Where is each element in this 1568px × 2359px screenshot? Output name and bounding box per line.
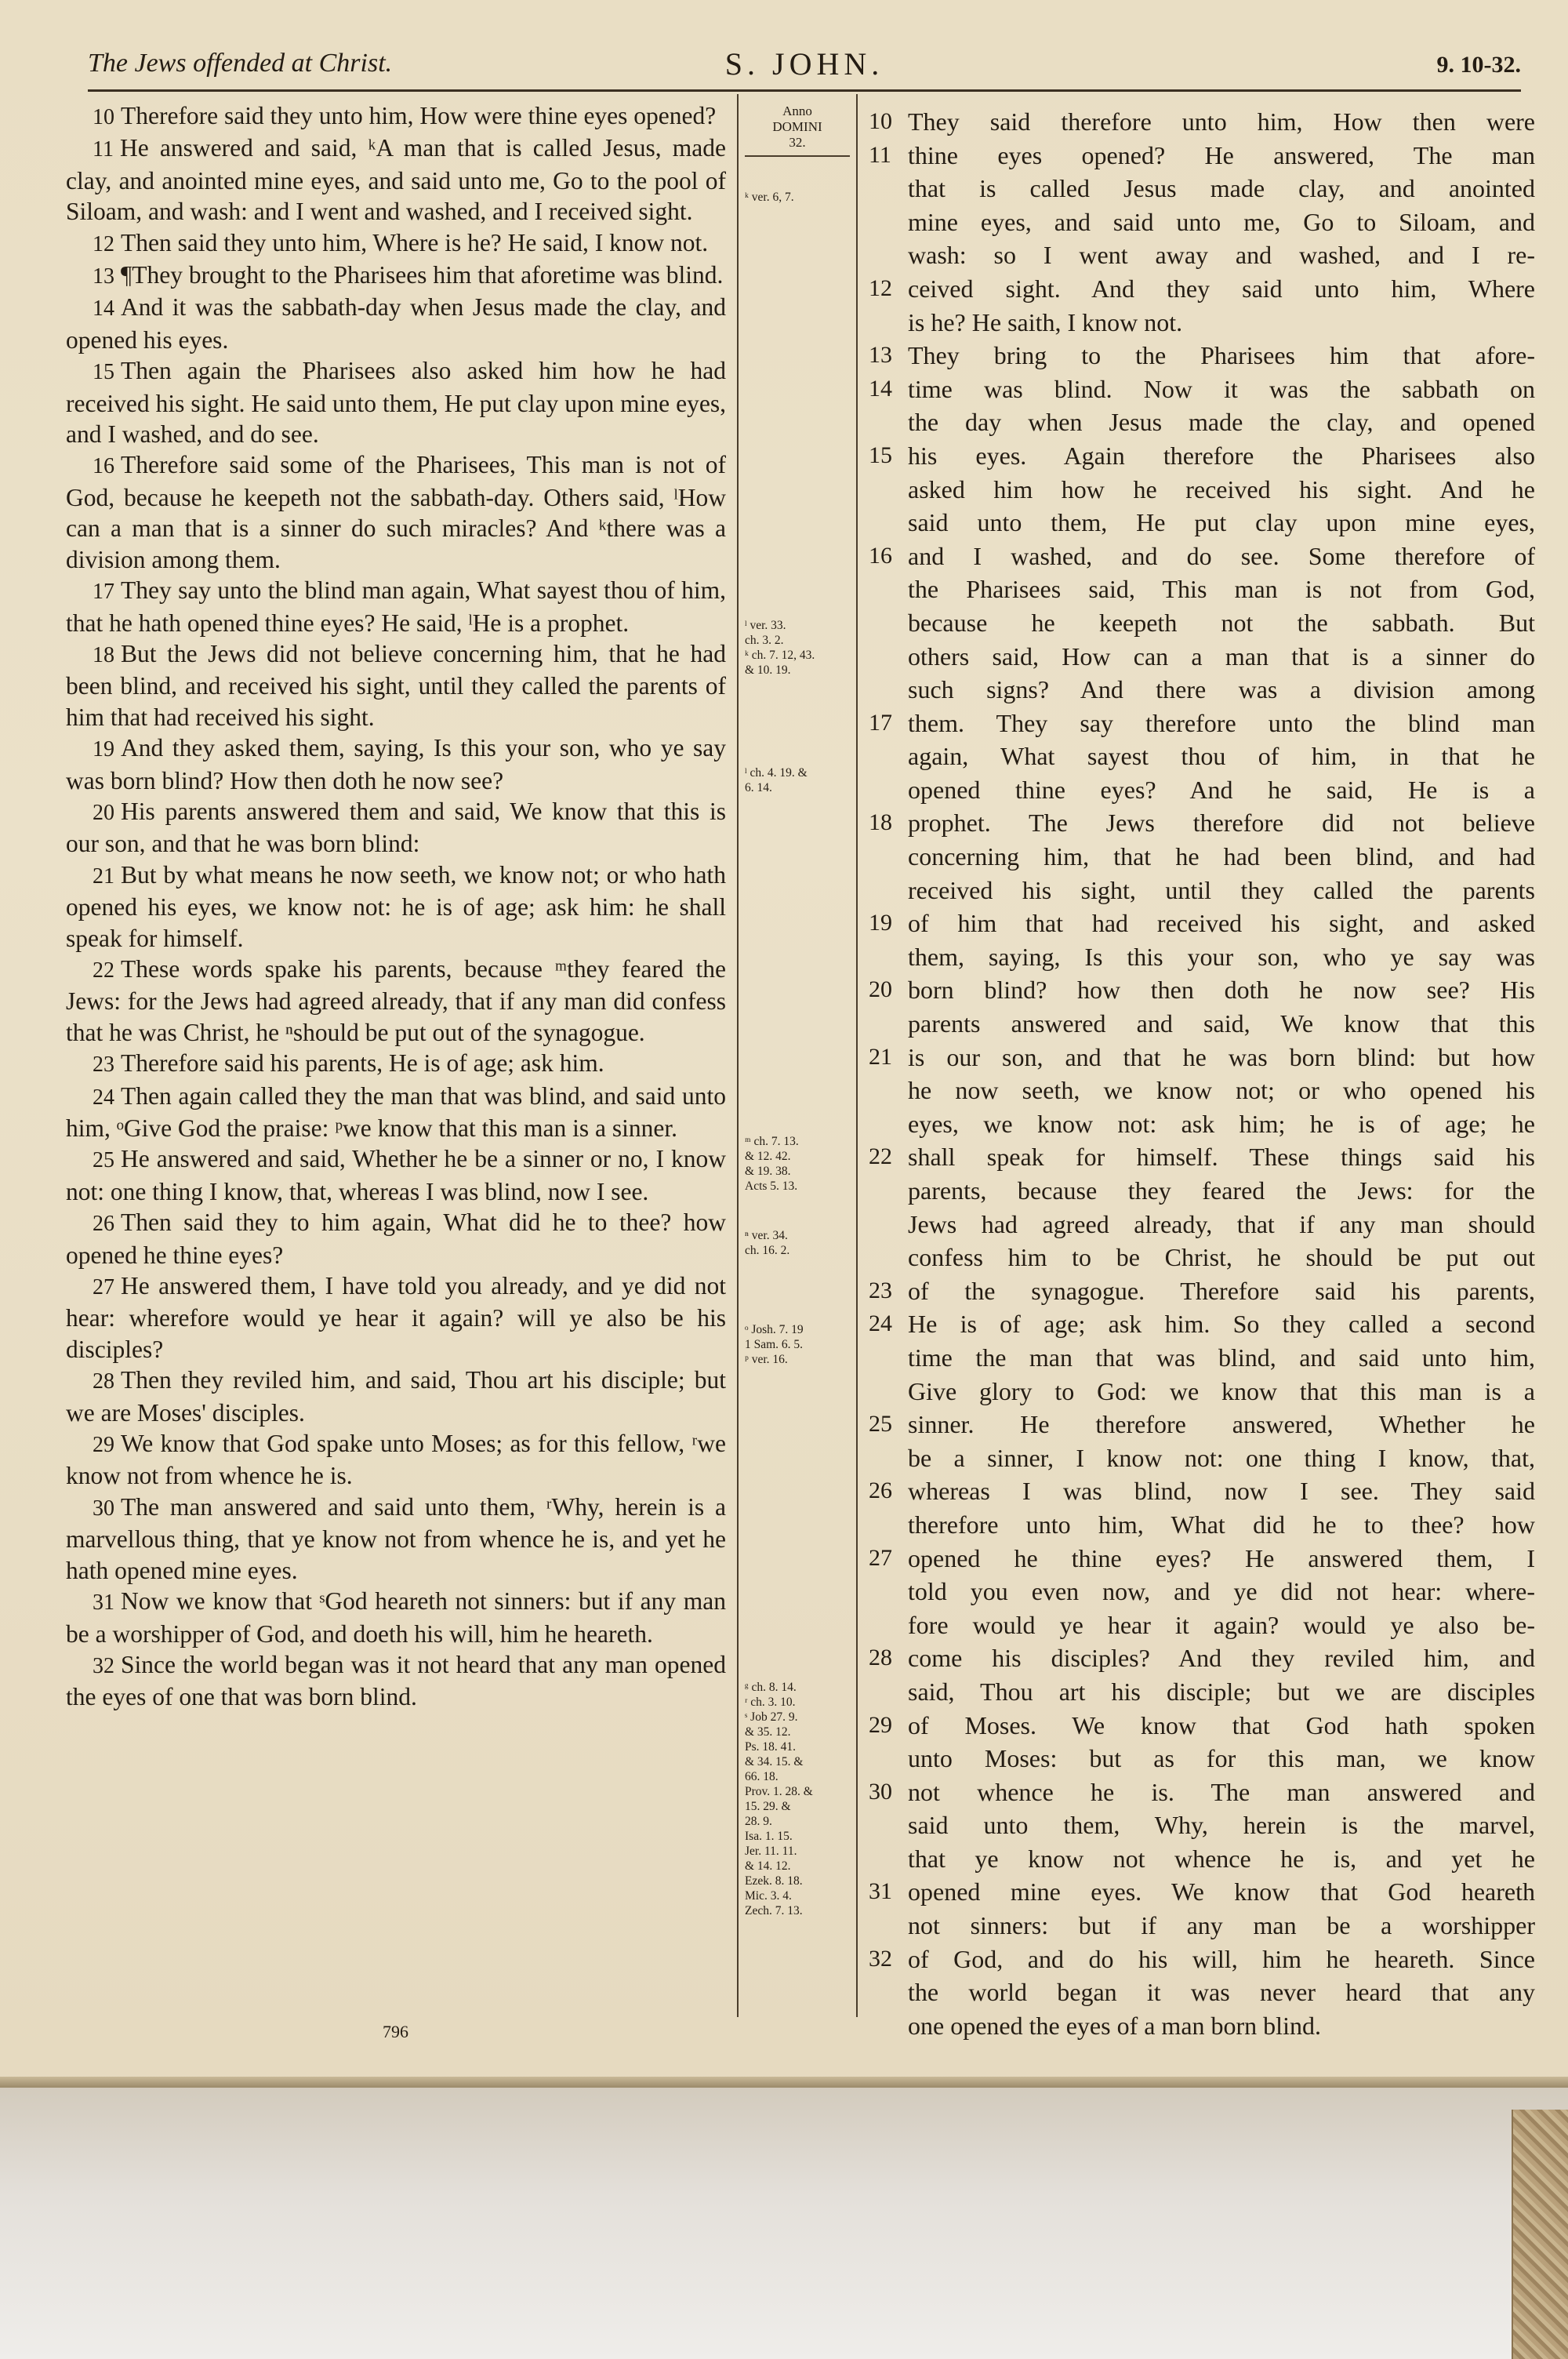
margin-line: Mic. 3. 4. — [745, 1889, 792, 1903]
page-number: 796 — [383, 2022, 408, 2041]
margin-line: & 34. 15. & — [745, 1755, 804, 1768]
verse-number: 19 — [93, 737, 114, 762]
line-text: confess him to be Christ, he should be put out — [908, 1243, 1535, 1272]
right-line — [869, 1909, 1535, 1943]
right-line — [869, 840, 1535, 874]
line-text: They bring to the Pharisees him that afore- — [908, 341, 1535, 370]
line-text: is he? He saith, I know not. — [908, 307, 1183, 336]
right-line — [869, 1474, 1535, 1508]
margin-line: 28. 9. — [745, 1815, 772, 1828]
verse-number: 28 — [869, 1645, 892, 1671]
verse-number: 20 — [93, 800, 114, 825]
line-text: ceived sight. And they said unto him, Where — [908, 274, 1535, 303]
left-verse — [66, 796, 726, 860]
verse-number: 31 — [93, 1590, 114, 1616]
right-line — [869, 1041, 1535, 1074]
line-text: said unto them, Why, herein is the marvel, — [908, 1811, 1535, 1840]
margin-line: ᵐ ch. 7. 13. — [745, 1135, 799, 1148]
line-text: time was blind. Now it was the sabbath on — [908, 374, 1535, 403]
right-line — [869, 773, 1535, 807]
line-text: be a sinner, I know not: one thing I know, that, — [908, 1443, 1535, 1472]
line-text: told you even now, and ye did not hear: where- — [908, 1577, 1535, 1606]
cross-ref-n — [745, 1134, 850, 1194]
right-line — [869, 940, 1535, 974]
verse-number: 12 — [869, 274, 892, 301]
line-text: thine eyes opened? He answered, The man — [908, 140, 1535, 169]
line-text: again, What sayest thou of him, in that he — [908, 742, 1535, 771]
line-text: not sinners: but if any man be a worshipper — [908, 1911, 1535, 1940]
margin-line: 15. 29. & — [745, 1800, 791, 1813]
verse-number: 21 — [869, 1043, 892, 1070]
verse-number: 17 — [869, 709, 892, 736]
right-line — [869, 740, 1535, 773]
margin-line: ᵏ ver. 6, 7. — [745, 191, 794, 204]
verse-text: But the Jews did not believe concerning him, that he had been blind, and received his sight, until they called the parents of him that had received his sight. — [66, 639, 726, 731]
verse-number: 30 — [869, 1778, 892, 1805]
left-verse — [66, 1081, 726, 1144]
left-verse — [66, 1365, 726, 1428]
right-line — [869, 640, 1535, 674]
cross-ref-p — [745, 1322, 850, 1367]
line-text: the Pharisees said, This man is not from God, — [908, 575, 1535, 604]
right-line — [869, 1441, 1535, 1475]
margin-line: & 35. 12. — [745, 1725, 791, 1739]
margin-line: ˡ ver. 33. — [745, 619, 786, 632]
right-line — [869, 1608, 1535, 1642]
verse-number: 17 — [93, 580, 114, 605]
right-line — [869, 1375, 1535, 1408]
line-text: come his disciples? And they reviled him, and — [908, 1644, 1535, 1673]
line-text: and I washed, and do see. Some therefore of — [908, 541, 1535, 570]
line-text: the world began it was never heard that any — [908, 1978, 1535, 2007]
verse-number: 13 — [93, 264, 114, 289]
verse-number: 14 — [93, 296, 114, 322]
verse-text: Then said they to him again, What did he to thee? how opened he thine eyes? — [66, 1209, 726, 1269]
margin-line: ˢ Job 27. 9. — [745, 1710, 798, 1724]
line-text: therefore unto him, What did he to thee? how — [908, 1510, 1535, 1539]
verse-number: 21 — [93, 863, 114, 889]
running-header — [88, 44, 1521, 91]
right-line — [869, 1542, 1535, 1576]
left-verse — [66, 100, 726, 133]
margin-line: ᵍ ch. 8. 14. — [745, 1681, 797, 1694]
margin-line: ˡ ch. 4. 19. & — [745, 766, 808, 780]
verse-number: 20 — [869, 976, 892, 1003]
verse-number: 22 — [93, 958, 114, 983]
line-text: that is called Jesus made clay, and anointed — [908, 174, 1535, 203]
line-text: of the synagogue. Therefore said his parents, — [908, 1276, 1535, 1305]
verse-number: 10 — [93, 105, 114, 129]
line-text: of Moses. We know that God hath spoken — [908, 1710, 1535, 1739]
right-line — [869, 105, 1535, 139]
verse-text: But by what means he now seeth, we know not; or who hath opened his eyes, we know not: he is of age; ask him: he shall speak for himself. — [66, 860, 726, 952]
line-text: not whence he is. The man answered and — [908, 1777, 1535, 1806]
left-verse — [66, 732, 726, 796]
margin-line: ch. 3. 2. — [745, 634, 784, 647]
left-verse — [66, 133, 726, 227]
margin-line: 32. — [789, 135, 806, 150]
verse-number: 15 — [93, 360, 114, 385]
cross-ref-q — [745, 1680, 850, 1918]
line-text: one opened the eyes of a man born blind. — [908, 2011, 1321, 2040]
verse-text: Therefore said they unto him, How were thine eyes opened? — [121, 102, 717, 129]
right-line — [869, 339, 1535, 373]
line-text: them. They say therefore unto the blind man — [908, 708, 1535, 737]
cross-ref-m — [745, 765, 850, 795]
left-verse — [66, 1207, 726, 1270]
right-line — [869, 205, 1535, 239]
line-text: mine eyes, and said unto me, Go to Siloam, and — [908, 207, 1535, 236]
right-line — [869, 373, 1535, 406]
line-text: fore would ye hear it again? would ye also be- — [908, 1610, 1535, 1639]
margin-line: Prov. 1. 28. & — [745, 1785, 813, 1798]
right-line — [869, 439, 1535, 473]
authorized-version-column — [66, 100, 726, 1713]
right-line — [869, 1776, 1535, 1809]
left-verse — [66, 1428, 726, 1492]
right-line — [869, 1976, 1535, 2009]
line-text: prophet. The Jews therefore did not believe — [908, 809, 1535, 838]
right-line — [869, 272, 1535, 306]
verse-number: 19 — [869, 910, 892, 936]
margin-line: & 12. 42. — [745, 1150, 791, 1163]
line-text: concerning him, that he had been blind, and had — [908, 842, 1535, 871]
verse-text: Then again the Pharisees also asked him how he had received his sight. He said unto them, He put clay upon mine eyes, and I washed, and do see. — [66, 357, 726, 449]
right-line — [869, 1140, 1535, 1174]
header-left-title: The Jews offended at Christ. — [88, 49, 393, 78]
margin-line: & 10. 19. — [745, 663, 791, 677]
margin-line: Ps. 18. 41. — [745, 1740, 797, 1754]
line-text: of God, and do his will, him he heareth. Since — [908, 1944, 1535, 1973]
header-rule — [88, 89, 1521, 92]
right-line — [869, 1875, 1535, 1909]
right-line — [869, 1174, 1535, 1208]
right-line — [869, 973, 1535, 1007]
left-verse — [66, 575, 726, 638]
right-line — [869, 1408, 1535, 1441]
left-verse — [66, 292, 726, 355]
line-text: opened thine eyes? And he said, He is a — [908, 775, 1535, 804]
margin-line: ᵏ ch. 7. 12, 43. — [745, 649, 815, 662]
right-line — [869, 1709, 1535, 1743]
cross-ref-l — [745, 618, 850, 678]
left-verse — [66, 1492, 726, 1586]
right-line — [869, 1575, 1535, 1608]
right-line — [869, 1508, 1535, 1542]
right-line — [869, 806, 1535, 840]
verse-text: They say unto the blind man again, What sayest thou of him, that he hath opened thine eyes? He said, ˡHe is a prophet. — [66, 576, 726, 637]
left-verse — [66, 449, 726, 575]
left-verse — [66, 1143, 726, 1207]
verse-number: 23 — [93, 1052, 114, 1078]
margin-line: & 14. 12. — [745, 1859, 791, 1873]
header-chapter-range: 9. 10-32. — [1436, 52, 1521, 78]
verse-number: 27 — [93, 1275, 114, 1300]
left-verse — [66, 1048, 726, 1080]
right-line — [869, 506, 1535, 540]
verse-number: 29 — [869, 1711, 892, 1738]
line-text: shall speak for himself. These things said his — [908, 1143, 1535, 1172]
right-line — [869, 874, 1535, 907]
right-line — [869, 473, 1535, 507]
margin-line: 1 Sam. 6. 5. — [745, 1338, 804, 1351]
verse-number: 23 — [869, 1277, 892, 1303]
verse-text: Now we know that ˢGod heareth not sinners: but if any man be a worshipper of God, and doeth his will, him he heareth. — [66, 1587, 726, 1648]
right-line — [869, 907, 1535, 940]
line-text: his eyes. Again therefore the Pharisees also — [908, 441, 1535, 470]
verse-number: 24 — [869, 1310, 892, 1337]
line-text: said unto them, He put clay upon mine eyes, — [908, 508, 1535, 537]
verse-number: 25 — [93, 1148, 114, 1173]
revised-version-column — [869, 105, 1535, 2042]
line-text: He is of age; ask him. So they called a second — [908, 1310, 1535, 1339]
line-text: because he keepeth not the sabbath. But — [908, 608, 1535, 637]
right-line — [869, 1307, 1535, 1341]
verse-number: 29 — [93, 1433, 114, 1458]
right-line — [869, 1742, 1535, 1776]
margin-line: ᵖ ver. 16. — [745, 1353, 788, 1366]
line-text: them, saying, Is this your son, who ye say was — [908, 942, 1535, 971]
verse-number: 25 — [869, 1411, 892, 1438]
verse-text: The man answered and said unto them, ʳWhy, herein is a marvellous thing, that ye know not from whence he is, and yet he hath opened mine eyes. — [66, 1492, 726, 1584]
right-line — [869, 673, 1535, 707]
line-text: received his sight, until they called the parents — [908, 875, 1535, 904]
verse-number: 12 — [93, 231, 114, 256]
line-text: unto Moses: but as for this man, we know — [908, 1744, 1535, 1773]
verse-text: He answered and said, ᵏA man that is called Jesus, made clay, and anointed mine eyes, and said unto me, Go to the pool of Siloam, and wash: and I went and washed, and I received sight. — [66, 134, 726, 226]
verse-text: Then said they unto him, Where is he? He said, I know not. — [121, 228, 709, 256]
book-cloth-edge — [1512, 2110, 1568, 2359]
right-line — [869, 540, 1535, 573]
right-line — [869, 1808, 1535, 1842]
margin-line: 6. 14. — [745, 781, 772, 794]
margin-line: ⁿ ver. 34. — [745, 1229, 788, 1242]
margin-line: ch. 16. 2. — [745, 1244, 790, 1257]
verse-number: 16 — [93, 454, 114, 479]
line-text: of him that had received his sight, and asked — [908, 909, 1535, 938]
margin-line: Jer. 11. 11. — [745, 1845, 797, 1858]
left-verse — [66, 638, 726, 732]
right-line — [869, 1074, 1535, 1107]
right-line — [869, 1274, 1535, 1308]
right-line — [869, 1675, 1535, 1709]
verse-number: 18 — [93, 642, 114, 667]
verse-number: 32 — [93, 1653, 114, 1678]
verse-text: And they asked them, saying, Is this your son, who ye say was born blind? How then doth he now see? — [66, 734, 726, 794]
verse-text: Then they reviled him, and said, Thou art his disciple; but we are Moses' disciples. — [66, 1366, 726, 1427]
left-verse — [66, 1649, 726, 1713]
anno-domini-block — [745, 104, 850, 157]
verse-text: Therefore said some of the Pharisees, This man is not of God, because he keepeth not the sabbath-day. Others said, ˡHow can a man that is a sinner do such miracles? And ᵏthere was a division among them. — [66, 451, 726, 573]
right-line — [869, 1943, 1535, 1976]
verse-text: We know that God spake unto Moses; as for this fellow, ʳwe know not from whence he is. — [66, 1430, 726, 1490]
header-book-title: S. JOHN. — [724, 46, 884, 82]
line-text: wash: so I went away and washed, and I re- — [908, 241, 1535, 270]
verse-number: 15 — [869, 442, 892, 468]
cross-ref-o — [745, 1228, 850, 1258]
verse-number: 30 — [93, 1496, 114, 1521]
margin-line: Zech. 7. 13. — [745, 1904, 803, 1917]
left-verse — [66, 1586, 726, 1649]
verse-number: 27 — [869, 1544, 892, 1571]
right-line — [869, 172, 1535, 205]
verse-number: 13 — [869, 342, 892, 369]
verse-number: 31 — [869, 1878, 892, 1905]
line-text: others said, How can a man that is a sinner do — [908, 642, 1535, 671]
verse-number: 24 — [93, 1085, 114, 1110]
margin-line: ʳ ch. 3. 10. — [745, 1696, 796, 1709]
verse-text: Therefore said his parents, He is of age; ask him. — [121, 1049, 604, 1078]
margin-line: & 19. 38. — [745, 1165, 791, 1178]
right-line — [869, 1107, 1535, 1141]
verse-number: 26 — [869, 1478, 892, 1504]
left-verse — [66, 860, 726, 954]
right-line — [869, 1241, 1535, 1274]
verse-text: His parents answered them and said, We know that this is our son, and that he was born blind: — [66, 797, 726, 858]
left-verse — [66, 954, 726, 1048]
line-text: whereas I was blind, now I see. They said — [908, 1477, 1535, 1506]
cross-ref-k — [745, 190, 850, 205]
left-verse — [66, 355, 726, 449]
line-text: parents, because they feared the Jews: for the — [908, 1176, 1535, 1205]
verse-text: He answered them, I have told you already, and ye did not hear: wherefore would ye hear it again? will ye also be his disciples? — [66, 1272, 726, 1363]
margin-line: 66. 18. — [745, 1770, 779, 1783]
line-text: such signs? And there was a division among — [908, 675, 1535, 704]
left-verse — [66, 1270, 726, 1365]
verse-text: Then again called they the man that was blind, and said unto him, ᵒGive God the praise: ᵖwe know that this man is a sinner. — [66, 1081, 726, 1142]
line-text: said, Thou art his disciple; but we are disciples — [908, 1677, 1535, 1706]
line-text: that ye know not whence he is, and yet he — [908, 1844, 1535, 1873]
line-text: eyes, we know not: ask him; he is of age; he — [908, 1109, 1535, 1138]
line-text: is our son, and that he was born blind: but how — [908, 1042, 1535, 1071]
verse-number: 16 — [869, 542, 892, 569]
right-line — [869, 1208, 1535, 1241]
right-line — [869, 1007, 1535, 1041]
line-text: opened mine eyes. We know that God heareth — [908, 1877, 1535, 1906]
verse-number: 18 — [869, 809, 892, 836]
right-line — [869, 405, 1535, 439]
margin-line: Ezek. 8. 18. — [745, 1874, 803, 1888]
line-text: the day when Jesus made the clay, and opened — [908, 408, 1535, 437]
line-text: parents answered and said, We know that this — [908, 1009, 1535, 1038]
verse-number: 32 — [869, 1945, 892, 1972]
line-text: sinner. He therefore answered, Whether he — [908, 1410, 1535, 1439]
desk-surface — [0, 2088, 1568, 2359]
verse-text: ¶They brought to the Pharisees him that aforetime was blind. — [121, 261, 724, 289]
margin-line: ᵒ Josh. 7. 19 — [745, 1323, 804, 1336]
verse-number: 11 — [93, 137, 114, 162]
right-line — [869, 707, 1535, 740]
right-line — [869, 2009, 1535, 2043]
right-line — [869, 1641, 1535, 1675]
line-text: They said therefore unto him, How then were — [908, 107, 1535, 136]
verse-number: 14 — [869, 375, 892, 402]
right-line — [869, 606, 1535, 640]
line-text: asked him how he received his sight. And he — [908, 474, 1535, 503]
left-verse — [66, 260, 726, 292]
verse-number: 10 — [869, 108, 892, 134]
margin-reference-column — [737, 94, 858, 2017]
right-line — [869, 139, 1535, 173]
right-line — [869, 306, 1535, 340]
margin-line: DOMINI — [772, 119, 822, 134]
verse-number: 22 — [869, 1143, 892, 1170]
line-text: born blind? how then doth he now see? His — [908, 976, 1535, 1005]
margin-line: Acts 5. 13. — [745, 1180, 798, 1193]
line-text: Give glory to God: we know that this man is a — [908, 1376, 1535, 1405]
verse-text: These words spake his parents, because ᵐthey feared the Jews: for the Jews had agreed already, that if any man did confess that he was Christ, he ⁿshould be put out of the synagogue. — [66, 954, 726, 1046]
right-line — [869, 1341, 1535, 1375]
margin-line: Isa. 1. 15. — [745, 1830, 793, 1843]
right-line — [869, 572, 1535, 606]
verse-number: 26 — [93, 1212, 114, 1237]
verse-text: Since the world began was it not heard that any man opened the eyes of one that was born blind. — [66, 1650, 726, 1711]
line-text: Jews had agreed already, that if any man should — [908, 1209, 1535, 1238]
verse-text: He answered and said, Whether he be a sinner or no, I know not: one thing I know, that, whereas I was blind, now I see. — [66, 1145, 726, 1205]
line-text: opened he thine eyes? He answered them, I — [908, 1543, 1535, 1572]
page-edge — [0, 2077, 1568, 2088]
right-line — [869, 1842, 1535, 1876]
verse-number: 28 — [93, 1369, 114, 1394]
left-verse — [66, 227, 726, 260]
verse-text: And it was the sabbath-day when Jesus made the clay, and opened his eyes. — [66, 293, 726, 354]
verse-number: 11 — [869, 141, 891, 168]
line-text: he now seeth, we know not; or who opened his — [908, 1076, 1535, 1105]
line-text: time the man that was blind, and said unto him, — [908, 1343, 1535, 1372]
margin-line: Anno — [782, 104, 812, 118]
right-line — [869, 238, 1535, 272]
